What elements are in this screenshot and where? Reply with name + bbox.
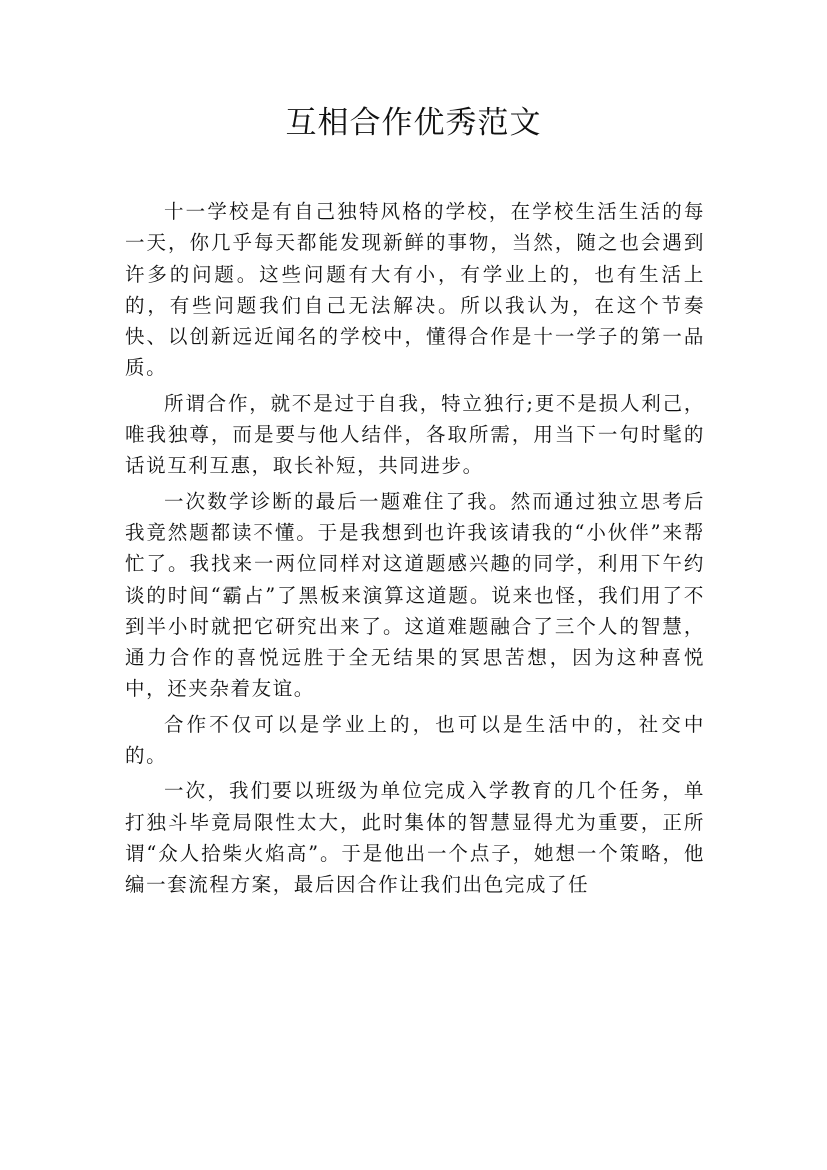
- document-title: 互相合作优秀范文: [285, 105, 542, 141]
- paragraph-2: 所谓合作，就不是过于自我，特立独行;更不是损人利己，唯我独尊，而是要与他人结伴，各取所需，用当下一句时髦的话说互利互惠，取长补短，共同进步。: [125, 391, 705, 478]
- paragraph-1: 十一学校是有自己独特风格的学校，在学校生活生活的每一天，你几乎每天都能发现新鲜的事物，当然，随之也会遇到许多的问题。这些问题有大有小，有学业上的，也有生活上的，有些问题我们自己无法解决。所以我认为，在这个节奏快、以创新远近闻名的学校中，懂得合作是十一学子的第一品质。: [125, 200, 705, 380]
- paragraph-5: 一次，我们要以班级为单位完成入学教育的几个任务，单打独斗毕竟局限性太大，此时集体的智慧显得尤为重要，正所谓“众人拾柴火焰高”。于是他出一个点子，她想一个策略，他编一套流程方案，最后因合作让我们出色完成了任: [125, 779, 705, 897]
- paragraph-4: 合作不仅可以是学业上的，也可以是生活中的，社交中的。: [125, 712, 705, 768]
- paragraph-3: 一次数学诊断的最后一题难住了我。然而通过独立思考后我竟然题都读不懂。于是我想到也许我该请我的“小伙伴”来帮忙了。我找来一两位同样对这道题感兴趣的同学，利用下午约谈的时间“霸占”了黑板来演算这道题。说来也怪，我们用了不到半小时就把它研究出来了。这道难题融合了三个人的智慧，通力合作的喜悦远胜于全无结果的冥思苦想，因为这种喜悦中，还夹杂着友谊。: [125, 489, 705, 701]
- document-body: [125, 196, 705, 905]
